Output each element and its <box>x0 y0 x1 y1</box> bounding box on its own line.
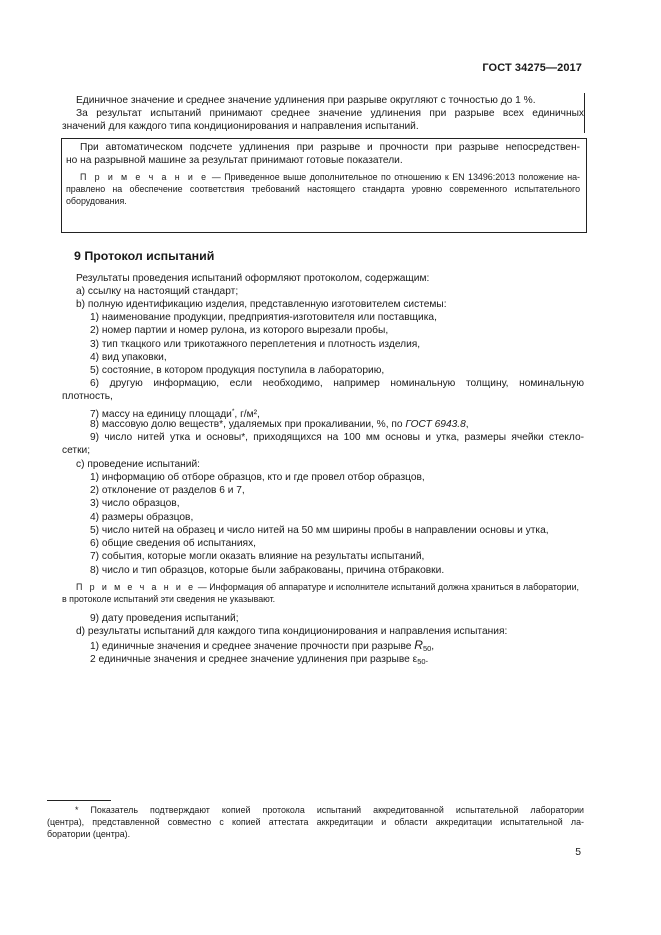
item-d-1-text: 1) единичные значения и среднее значение прочности при разрыве <box>90 641 415 652</box>
item-c-9: 9) дату проведения испытаний; <box>90 613 239 624</box>
section-title: 9 Протокол испытаний <box>74 249 215 263</box>
footnote-marker: * <box>231 408 235 415</box>
footnote-line-2: (центра), представленной совместно с копией аттестата аккредитации и области аккредитации испытательной ла- <box>47 817 584 827</box>
change-bar <box>584 93 585 133</box>
item-b-7-text: 7) массу на единицу площади <box>90 409 232 420</box>
intro-line-2b: значений для каждого типа кондиционирования и направления испытаний. <box>62 121 419 132</box>
symbol-R: R <box>414 638 423 652</box>
page-number: 5 <box>575 847 581 858</box>
intro-line-2a: За результат испытаний принимают среднее значение удлинения при разрыве всех единичных <box>76 108 584 119</box>
box-note-line-a <box>66 172 580 184</box>
symbol-epsilon-subscript: 50 <box>417 657 426 666</box>
standard-reference: ГОСТ 6943.8 <box>405 419 466 430</box>
intro-line-1: Единичное значение и среднее значение удлинения при разрыве округляют с точностью до 1 %. <box>76 95 536 106</box>
item-b: b) полную идентификацию изделия, представленную изготовителем системы: <box>76 299 447 310</box>
footnote-rule <box>47 800 111 801</box>
note2-line-b: в протоколе испытаний эти сведения не указывают. <box>62 594 276 604</box>
note2-text-a: — Информация об аппаратуре и исполнителе испытаний должна храниться в лаборатории, <box>195 582 580 592</box>
item-b-4: 4) вид упаковки, <box>90 352 167 363</box>
box-note-label: П р и м е ч а н и е <box>80 172 209 182</box>
item-b-2: 2) номер партии и номер рулона, из которого вырезали пробы, <box>90 325 389 336</box>
item-b-5: 5) состояние, в котором продукция поступила в лабораторию, <box>90 365 385 376</box>
item-d-2 <box>62 653 584 668</box>
box-note-text-a: — Приведенное выше дополнительное по отношению к EN 13496:2013 положение на- <box>208 172 580 182</box>
item-d: d) результаты испытаний для каждого типа кондиционирования и направления испытания: <box>76 626 508 637</box>
symbol-R-subscript: 50 <box>422 644 432 653</box>
item-c-4: 4) размеры образцов, <box>90 512 194 523</box>
item-b-8-text: 8) массовую долю веществ*, удаляемых при прокаливании, %, по <box>90 419 406 430</box>
item-b-3: 3) тип ткацкого или трикотажного переплетения и плотность изделия, <box>90 339 421 350</box>
item-b-9a: 9) число нитей утка и основы*, приходящихся на 100 мм основы и утка, размеры ячейки стекло- <box>90 432 584 443</box>
box-note-line-c: оборудования. <box>66 196 127 206</box>
item-d-2-end: . <box>425 654 429 665</box>
item-a: a) ссылку на настоящий стандарт; <box>76 286 239 297</box>
box-paragraph-a: При автоматическом подсчете удлинения при разрыве и прочности при разрыве непосредствен- <box>80 142 580 153</box>
footnote-line-3: боратории (центра). <box>47 829 131 839</box>
section-intro: Результаты проведения испытаний оформляют протоколом, содержащим: <box>76 273 430 284</box>
item-b-1: 1) наименование продукции, предприятия-изготовителя или поставщика, <box>90 312 437 323</box>
item-b-6a: 6) другую информацию, если необходимо, например номинальную толщину, номинальную <box>90 378 584 389</box>
item-d-2-text: 2 единичные значения и среднее значение удлинения при разрыве ε <box>90 654 418 665</box>
item-b-7-unit: , г/м², <box>234 409 260 420</box>
item-d-1-end: , <box>431 641 435 652</box>
item-b-6b: плотность, <box>62 391 113 402</box>
item-c: c) проведение испытаний: <box>76 459 201 470</box>
note2-label: П р и м е ч а н и е <box>76 582 196 592</box>
item-c-7: 7) события, которые могли оказать влияние на результаты испытаний, <box>90 551 425 562</box>
item-c-2: 2) отклонение от разделов 6 и 7, <box>90 485 245 496</box>
item-b-9b: сетки; <box>62 445 91 456</box>
item-c-8: 8) число и тип образцов, которые были забракованы, причина отбраковки. <box>90 565 445 576</box>
item-c-6: 6) общие сведения об испытаниях, <box>90 538 256 549</box>
item-b-8-end: , <box>465 419 469 430</box>
item-c-3: 3) число образцов, <box>90 498 180 509</box>
box-paragraph-b: но на разрывной машине за результат принимают готовые показатели. <box>66 155 403 166</box>
box-note-line-b: правлено на обеспечение соответствия требований настоящего стандарта уровню современного испытательного <box>66 184 580 194</box>
item-c-1: 1) информацию об отборе образцов, кто и где провел отбор образцов, <box>90 472 425 483</box>
document-header: ГОСТ 34275—2017 <box>482 62 582 74</box>
note2-line-a <box>62 582 584 594</box>
item-b-8 <box>62 418 584 431</box>
footnote-line-1: * Показатель подтверждают копией протокола испытаний аккредитованной испытательной лаборатории <box>75 805 584 815</box>
item-c-5: 5) число нитей на образец и число нитей на 50 мм ширины пробы в направлении основы и утка, <box>90 525 549 536</box>
